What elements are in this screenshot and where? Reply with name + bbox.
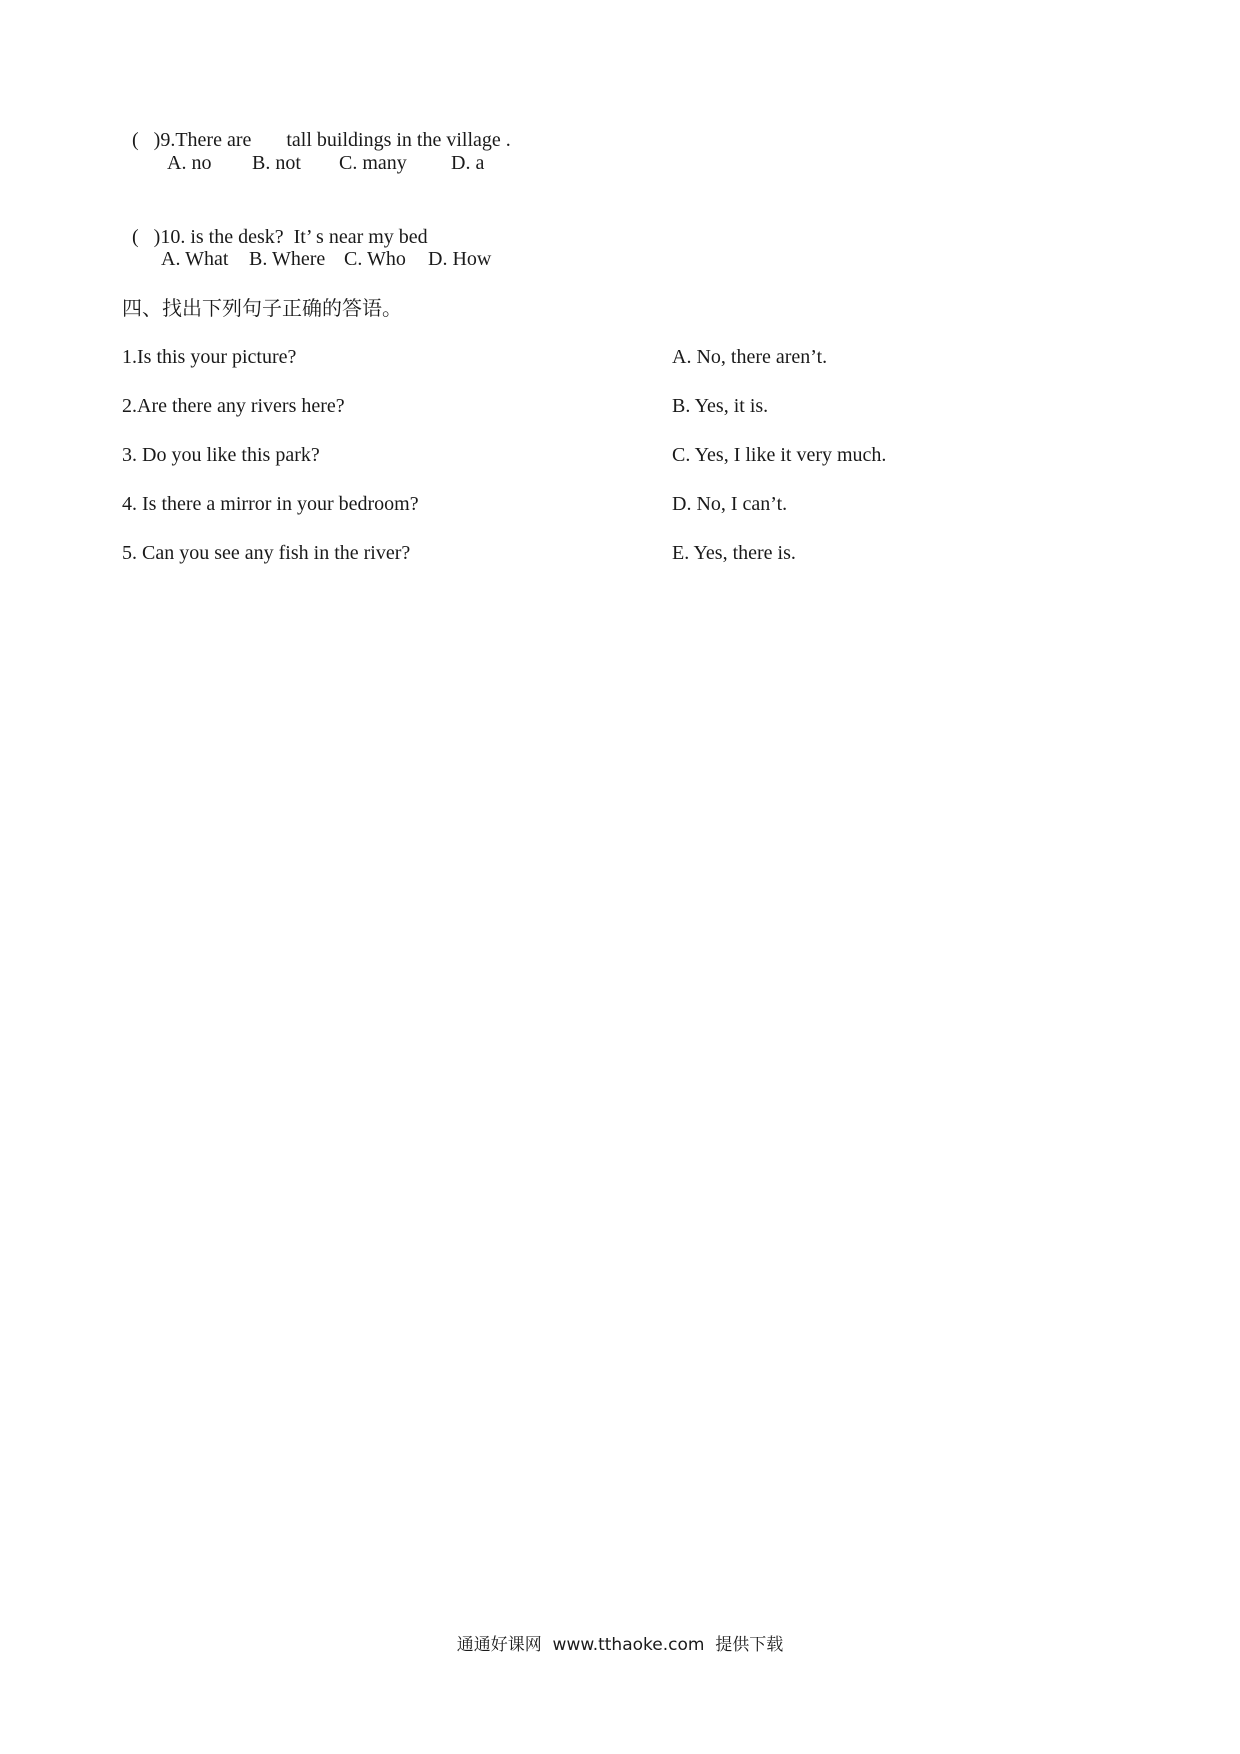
matching-answer: B. Yes, it is. xyxy=(672,395,769,417)
option-a: A. What xyxy=(161,248,229,270)
matching-question: 5. Can you see any fish in the river? xyxy=(122,542,411,564)
matching-answer: D. No, I can’t. xyxy=(672,493,788,515)
question-9 xyxy=(122,101,511,153)
option-b: B. Where xyxy=(249,248,326,270)
question-stem: 10. is the desk? It’ s near my bed xyxy=(160,226,428,248)
option-b: B. not xyxy=(252,152,301,174)
option-a: A. no xyxy=(167,152,212,174)
page-footer: 通通好课网 www.tthaoke.com 提供下载 xyxy=(456,1635,784,1655)
section-heading: 四、找出下列句子正确的答语。 xyxy=(122,296,402,320)
matching-question: 3. Do you like this park? xyxy=(122,444,320,466)
matching-question: 1.Is this your picture? xyxy=(122,346,297,368)
option-c: C. many xyxy=(339,152,407,174)
answer-bracket: ( ) xyxy=(132,129,161,151)
option-c: C. Who xyxy=(344,248,406,270)
answer-bracket: ( ) xyxy=(132,226,161,248)
matching-answer: C. Yes, I like it very much. xyxy=(672,444,887,466)
option-d: D. a xyxy=(451,152,485,174)
matching-answer: E. Yes, there is. xyxy=(672,542,796,564)
matching-answer: A. No, there aren’t. xyxy=(672,346,828,368)
matching-question: 4. Is there a mirror in your bedroom? xyxy=(122,493,419,515)
question-stem: 9.There are tall buildings in the village . xyxy=(160,129,511,151)
question-10 xyxy=(122,198,428,250)
matching-question: 2.Are there any rivers here? xyxy=(122,395,345,417)
option-d: D. How xyxy=(428,248,492,270)
